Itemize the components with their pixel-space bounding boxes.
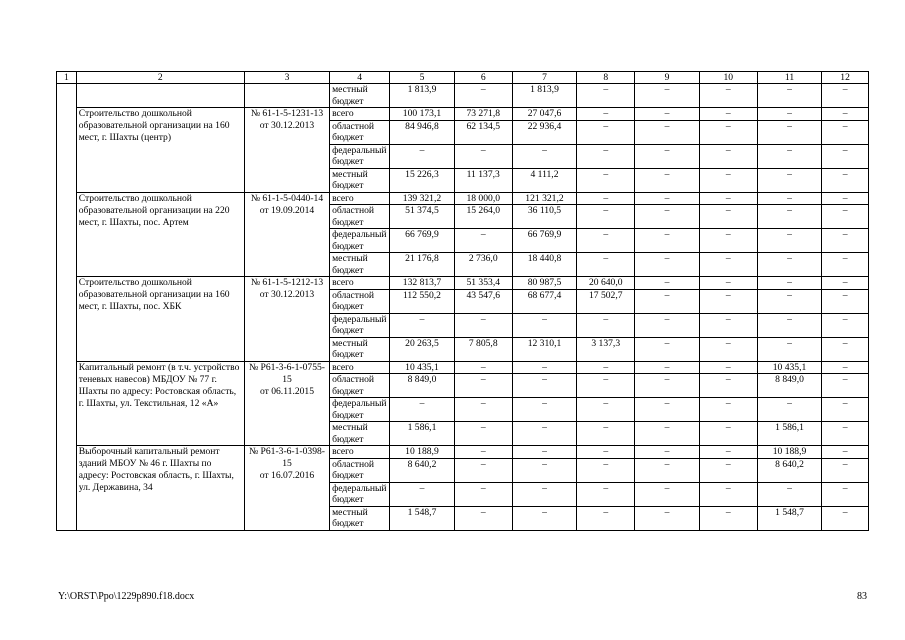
value-cell: – (699, 482, 757, 506)
value-cell: – (635, 337, 699, 361)
value-cell: 1 586,1 (390, 422, 454, 446)
funding-source-label: бюджет (332, 264, 364, 276)
value-cell: – (635, 108, 699, 121)
registration-date: от 30.12.2013 (259, 120, 315, 131)
value-cell: 62 134,5 (454, 120, 512, 144)
value-cell: – (577, 458, 635, 482)
value-cell: – (822, 374, 869, 398)
column-number: 3 (244, 72, 329, 84)
value-cell: 18 440,8 (512, 253, 576, 277)
value-cell: – (699, 277, 757, 290)
funding-source-label: бюджет (332, 349, 364, 360)
value-cell: – (699, 289, 757, 313)
column-number: 10 (699, 72, 757, 84)
value-cell: 43 547,6 (454, 289, 512, 313)
registration-number: № Р61-3-6-1-0398-15 (248, 446, 326, 469)
value-cell: 8 849,0 (390, 374, 454, 398)
registration-cell (244, 192, 329, 277)
value-cell: – (757, 313, 821, 337)
funding-source-label: областной (332, 374, 375, 385)
value-cell: – (822, 205, 869, 229)
value-cell: – (512, 446, 576, 459)
value-cell: – (822, 289, 869, 313)
value-cell: – (454, 398, 512, 422)
value-cell: – (577, 144, 635, 168)
funding-source-label: бюджет (332, 132, 364, 143)
value-cell: – (699, 361, 757, 374)
registration-date: от 30.12.2013 (259, 289, 315, 300)
value-cell: – (757, 108, 821, 121)
value-cell: 8 849,0 (757, 374, 821, 398)
value-cell: – (822, 168, 869, 192)
value-cell: 36 110,5 (512, 205, 576, 229)
value-cell: – (577, 422, 635, 446)
value-cell: – (390, 482, 454, 506)
column-number: 1 (57, 72, 77, 84)
value-cell: – (454, 313, 512, 337)
funding-source-label: бюджет (332, 409, 364, 421)
value-cell: – (454, 422, 512, 446)
value-cell: – (699, 144, 757, 168)
value-cell: 27 047,6 (512, 108, 576, 121)
registration-number: № 61-1-5-1212-13 (250, 277, 324, 288)
funding-source-cell (330, 277, 390, 290)
value-cell: – (635, 277, 699, 290)
funding-source-label: местный (332, 337, 368, 349)
value-cell: – (577, 398, 635, 422)
value-cell: – (822, 361, 869, 374)
value-cell: – (512, 506, 576, 530)
value-cell: 8 640,2 (390, 458, 454, 482)
project-name-cell: Выборочный капитальный ремонт зданий МБОУ № 46 г. Шахты по адресу: Ростовская область, г. Шахты, ул. Державина, 34 (76, 446, 244, 531)
page-number: 83 (857, 591, 867, 602)
value-cell: – (822, 422, 869, 446)
funding-source-cell (330, 253, 390, 277)
value-cell: – (822, 446, 869, 459)
registration-cell (244, 277, 329, 362)
funding-source-label: бюджет (332, 470, 364, 481)
funding-source-label: федеральный (332, 398, 387, 409)
value-cell: – (699, 120, 757, 144)
value-cell: 20 640,0 (577, 277, 635, 290)
registration-cell (244, 446, 329, 531)
project-name-cell: Строительство дошкольной образовательной организации на 160 мест, г. Шахты, пос. ХБК (76, 277, 244, 362)
value-cell: – (822, 84, 869, 108)
value-cell: 10 188,9 (757, 446, 821, 459)
value-cell: 10 188,9 (390, 446, 454, 459)
column-number: 6 (454, 72, 512, 84)
project-name-cell: Строительство дошкольной образовательной организации на 160 мест, г. Шахты (центр) (76, 108, 244, 193)
funding-source-cell (330, 120, 390, 144)
registration-number: № 61-1-5-1231-13 (250, 108, 324, 119)
value-cell: – (822, 482, 869, 506)
value-cell: – (635, 361, 699, 374)
value-cell: 21 176,8 (390, 253, 454, 277)
value-cell: – (757, 277, 821, 290)
funding-source-label: всего (332, 361, 354, 373)
value-cell: – (757, 144, 821, 168)
value-cell: – (822, 120, 869, 144)
funding-source-label: областной (332, 289, 375, 301)
value-cell: – (454, 506, 512, 530)
funding-source-cell (330, 374, 390, 398)
value-cell: – (699, 446, 757, 459)
value-cell: – (635, 422, 699, 446)
value-cell: – (635, 168, 699, 192)
funding-source-cell (330, 313, 390, 337)
value-cell: 132 813,7 (390, 277, 454, 290)
funding-source-label: областной (332, 120, 375, 132)
column-number: 2 (76, 72, 244, 84)
value-cell: – (390, 144, 454, 168)
funding-source-label: всего (332, 108, 354, 119)
row-number-cell (57, 84, 77, 531)
value-cell: – (699, 506, 757, 530)
value-cell: 66 769,9 (512, 229, 576, 253)
value-cell: – (699, 422, 757, 446)
funding-source-cell (330, 482, 390, 506)
funding-source-label: всего (332, 446, 354, 457)
value-cell: 2 736,0 (454, 253, 512, 277)
funding-source-cell (330, 205, 390, 229)
value-cell: 22 936,4 (512, 120, 576, 144)
value-cell: – (635, 229, 699, 253)
value-cell: – (699, 108, 757, 121)
value-cell: – (757, 253, 821, 277)
value-cell: – (757, 168, 821, 192)
value-cell: 84 946,8 (390, 120, 454, 144)
column-number: 11 (757, 72, 821, 84)
value-cell: 20 263,5 (390, 337, 454, 361)
value-cell: 66 769,9 (390, 229, 454, 253)
funding-source-cell (330, 108, 390, 121)
funding-source-label: бюджет (332, 385, 364, 397)
funding-source-label: бюджет (332, 240, 364, 252)
value-cell: – (635, 374, 699, 398)
project-name-cell: Капитальный ремонт (в т.ч. устройство теневых навесов) МБДОУ № 77 г. Шахты по адресу: Ростовская область, г. Шахты, ул. Текстильная, 12 «А» (76, 361, 244, 446)
value-cell: – (699, 313, 757, 337)
funding-source-cell (330, 144, 390, 168)
value-cell: – (454, 458, 512, 482)
value-cell: – (822, 253, 869, 277)
value-cell: – (635, 192, 699, 205)
column-number-row (57, 72, 869, 84)
value-cell: 139 321,2 (390, 192, 454, 205)
value-cell: – (699, 229, 757, 253)
value-cell: 8 640,2 (757, 458, 821, 482)
value-cell: 10 435,1 (757, 361, 821, 374)
value-cell: – (635, 253, 699, 277)
funding-source-label: федеральный (332, 229, 387, 240)
value-cell: – (757, 482, 821, 506)
value-cell: – (757, 120, 821, 144)
value-cell: – (699, 374, 757, 398)
registration-cell (244, 361, 329, 446)
column-number: 9 (635, 72, 699, 84)
value-cell: – (699, 168, 757, 192)
funding-source-label: бюджет (332, 301, 364, 312)
value-cell: – (757, 205, 821, 229)
value-cell: 73 271,8 (454, 108, 512, 121)
funding-source-label: бюджет (332, 433, 364, 445)
value-cell: 121 321,2 (512, 192, 576, 205)
value-cell: 4 111,2 (512, 168, 576, 192)
value-cell: – (757, 84, 821, 108)
funding-source-label: бюджет (332, 494, 364, 505)
funding-source-label: бюджет (332, 180, 364, 191)
funding-source-cell (330, 361, 390, 374)
table-row (57, 446, 869, 459)
value-cell: – (577, 108, 635, 121)
funding-source-label: местный (332, 168, 368, 180)
value-cell: 1 813,9 (390, 84, 454, 108)
table-row (57, 192, 869, 205)
value-cell: – (512, 398, 576, 422)
value-cell: – (635, 506, 699, 530)
value-cell: – (390, 398, 454, 422)
value-cell: – (822, 398, 869, 422)
value-cell: – (635, 458, 699, 482)
value-cell: – (757, 398, 821, 422)
value-cell: – (577, 168, 635, 192)
value-cell: 1 586,1 (757, 422, 821, 446)
funding-source-cell (330, 168, 390, 192)
value-cell: 1 548,7 (757, 506, 821, 530)
value-cell: – (512, 482, 576, 506)
value-cell: – (454, 229, 512, 253)
funding-source-label: областной (332, 458, 375, 470)
column-number: 12 (822, 72, 869, 84)
value-cell: 3 137,3 (577, 337, 635, 361)
value-cell: – (699, 205, 757, 229)
value-cell: – (577, 253, 635, 277)
table-row (57, 277, 869, 290)
value-cell: 17 502,7 (577, 289, 635, 313)
column-number: 8 (577, 72, 635, 84)
value-cell: 15 264,0 (454, 205, 512, 229)
value-cell: – (454, 446, 512, 459)
funding-source-cell (330, 398, 390, 422)
value-cell: – (699, 398, 757, 422)
value-cell: – (454, 84, 512, 108)
funding-source-label: всего (332, 192, 354, 204)
value-cell: – (577, 361, 635, 374)
project-name-cell (76, 84, 244, 108)
value-cell: 100 173,1 (390, 108, 454, 121)
value-cell: – (635, 398, 699, 422)
registration-date: от 19.09.2014 (259, 204, 315, 216)
table-row (57, 108, 869, 121)
value-cell: – (635, 144, 699, 168)
value-cell: – (822, 506, 869, 530)
value-cell: – (822, 277, 869, 290)
funding-source-label: местный (332, 506, 368, 518)
value-cell: 68 677,4 (512, 289, 576, 313)
value-cell: – (577, 482, 635, 506)
value-cell: – (577, 84, 635, 108)
registration-date: от 06.11.2015 (259, 385, 315, 397)
value-cell: – (512, 422, 576, 446)
value-cell: – (757, 192, 821, 205)
funding-source-label: бюджет (332, 518, 364, 529)
funding-source-label: всего (332, 277, 354, 288)
value-cell: – (390, 313, 454, 337)
funding-source-label: федеральный (332, 144, 387, 156)
value-cell: – (699, 458, 757, 482)
value-cell: – (577, 374, 635, 398)
value-cell: – (577, 446, 635, 459)
value-cell: – (757, 337, 821, 361)
value-cell: – (757, 229, 821, 253)
value-cell: – (699, 253, 757, 277)
value-cell: 7 805,8 (454, 337, 512, 361)
value-cell: 80 987,5 (512, 277, 576, 290)
value-cell: – (577, 205, 635, 229)
funding-source-cell (330, 229, 390, 253)
value-cell: – (822, 192, 869, 205)
value-cell: 10 435,1 (390, 361, 454, 374)
value-cell: – (699, 337, 757, 361)
value-cell: – (454, 482, 512, 506)
funding-source-label: федеральный (332, 313, 387, 325)
value-cell: – (822, 108, 869, 121)
value-cell: – (512, 458, 576, 482)
value-cell: – (577, 506, 635, 530)
value-cell: – (577, 229, 635, 253)
value-cell: – (512, 313, 576, 337)
value-cell: – (454, 361, 512, 374)
value-cell: – (512, 374, 576, 398)
funding-source-label: областной (332, 205, 375, 216)
registration-date: от 16.07.2016 (259, 470, 315, 481)
value-cell: – (635, 205, 699, 229)
value-cell: – (699, 192, 757, 205)
value-cell: – (822, 458, 869, 482)
funding-source-cell (330, 446, 390, 459)
value-cell: – (454, 144, 512, 168)
column-number: 7 (512, 72, 576, 84)
value-cell: – (454, 374, 512, 398)
registration-number: № 61-1-5-0440-14 (250, 192, 324, 204)
registration-cell (244, 108, 329, 193)
value-cell: – (577, 313, 635, 337)
value-cell: – (757, 289, 821, 313)
value-cell: 11 137,3 (454, 168, 512, 192)
value-cell: 1 813,9 (512, 84, 576, 108)
value-cell: 18 000,0 (454, 192, 512, 205)
value-cell: – (822, 337, 869, 361)
footer-file-path: Y:\ORST\Ppo\1229p890.f18.docx (58, 591, 195, 602)
column-number: 5 (390, 72, 454, 84)
value-cell: – (635, 313, 699, 337)
value-cell: 51 353,4 (454, 277, 512, 290)
funding-source-cell (330, 422, 390, 446)
table-row (57, 84, 869, 108)
value-cell: – (635, 84, 699, 108)
value-cell: – (699, 84, 757, 108)
project-name-cell: Строительство дошкольной образовательной организации на 220 мест, г. Шахты, пос. Артем (76, 192, 244, 277)
column-number: 4 (330, 72, 390, 84)
budget-table (56, 71, 869, 531)
value-cell: – (577, 120, 635, 144)
table-body (57, 84, 869, 531)
value-cell: 51 374,5 (390, 205, 454, 229)
registration-cell (244, 84, 329, 108)
funding-source-cell (330, 458, 390, 482)
value-cell: – (512, 361, 576, 374)
value-cell: – (822, 229, 869, 253)
funding-source-label: местный (332, 422, 368, 433)
funding-source-cell (330, 337, 390, 361)
value-cell: 15 226,3 (390, 168, 454, 192)
funding-source-label: бюджет (332, 156, 364, 167)
funding-source-label: бюджет (332, 216, 364, 228)
funding-source-label: местный (332, 253, 368, 264)
value-cell: – (577, 192, 635, 205)
value-cell: 1 548,7 (390, 506, 454, 530)
value-cell: – (822, 144, 869, 168)
value-cell: 112 550,2 (390, 289, 454, 313)
table-row (57, 361, 869, 374)
value-cell: – (635, 120, 699, 144)
funding-source-cell (330, 192, 390, 205)
value-cell: – (512, 144, 576, 168)
value-cell: 12 310,1 (512, 337, 576, 361)
funding-source-label: федеральный (332, 482, 387, 494)
value-cell: – (822, 313, 869, 337)
value-cell: – (635, 482, 699, 506)
funding-source-label: бюджет (332, 325, 364, 336)
value-cell: – (635, 446, 699, 459)
funding-source-cell (330, 506, 390, 530)
funding-source-cell (330, 289, 390, 313)
value-cell: – (635, 289, 699, 313)
funding-source-cell: местный бюджет (330, 84, 390, 108)
registration-number: № Р61-3-6-1-0755-15 (248, 361, 326, 385)
